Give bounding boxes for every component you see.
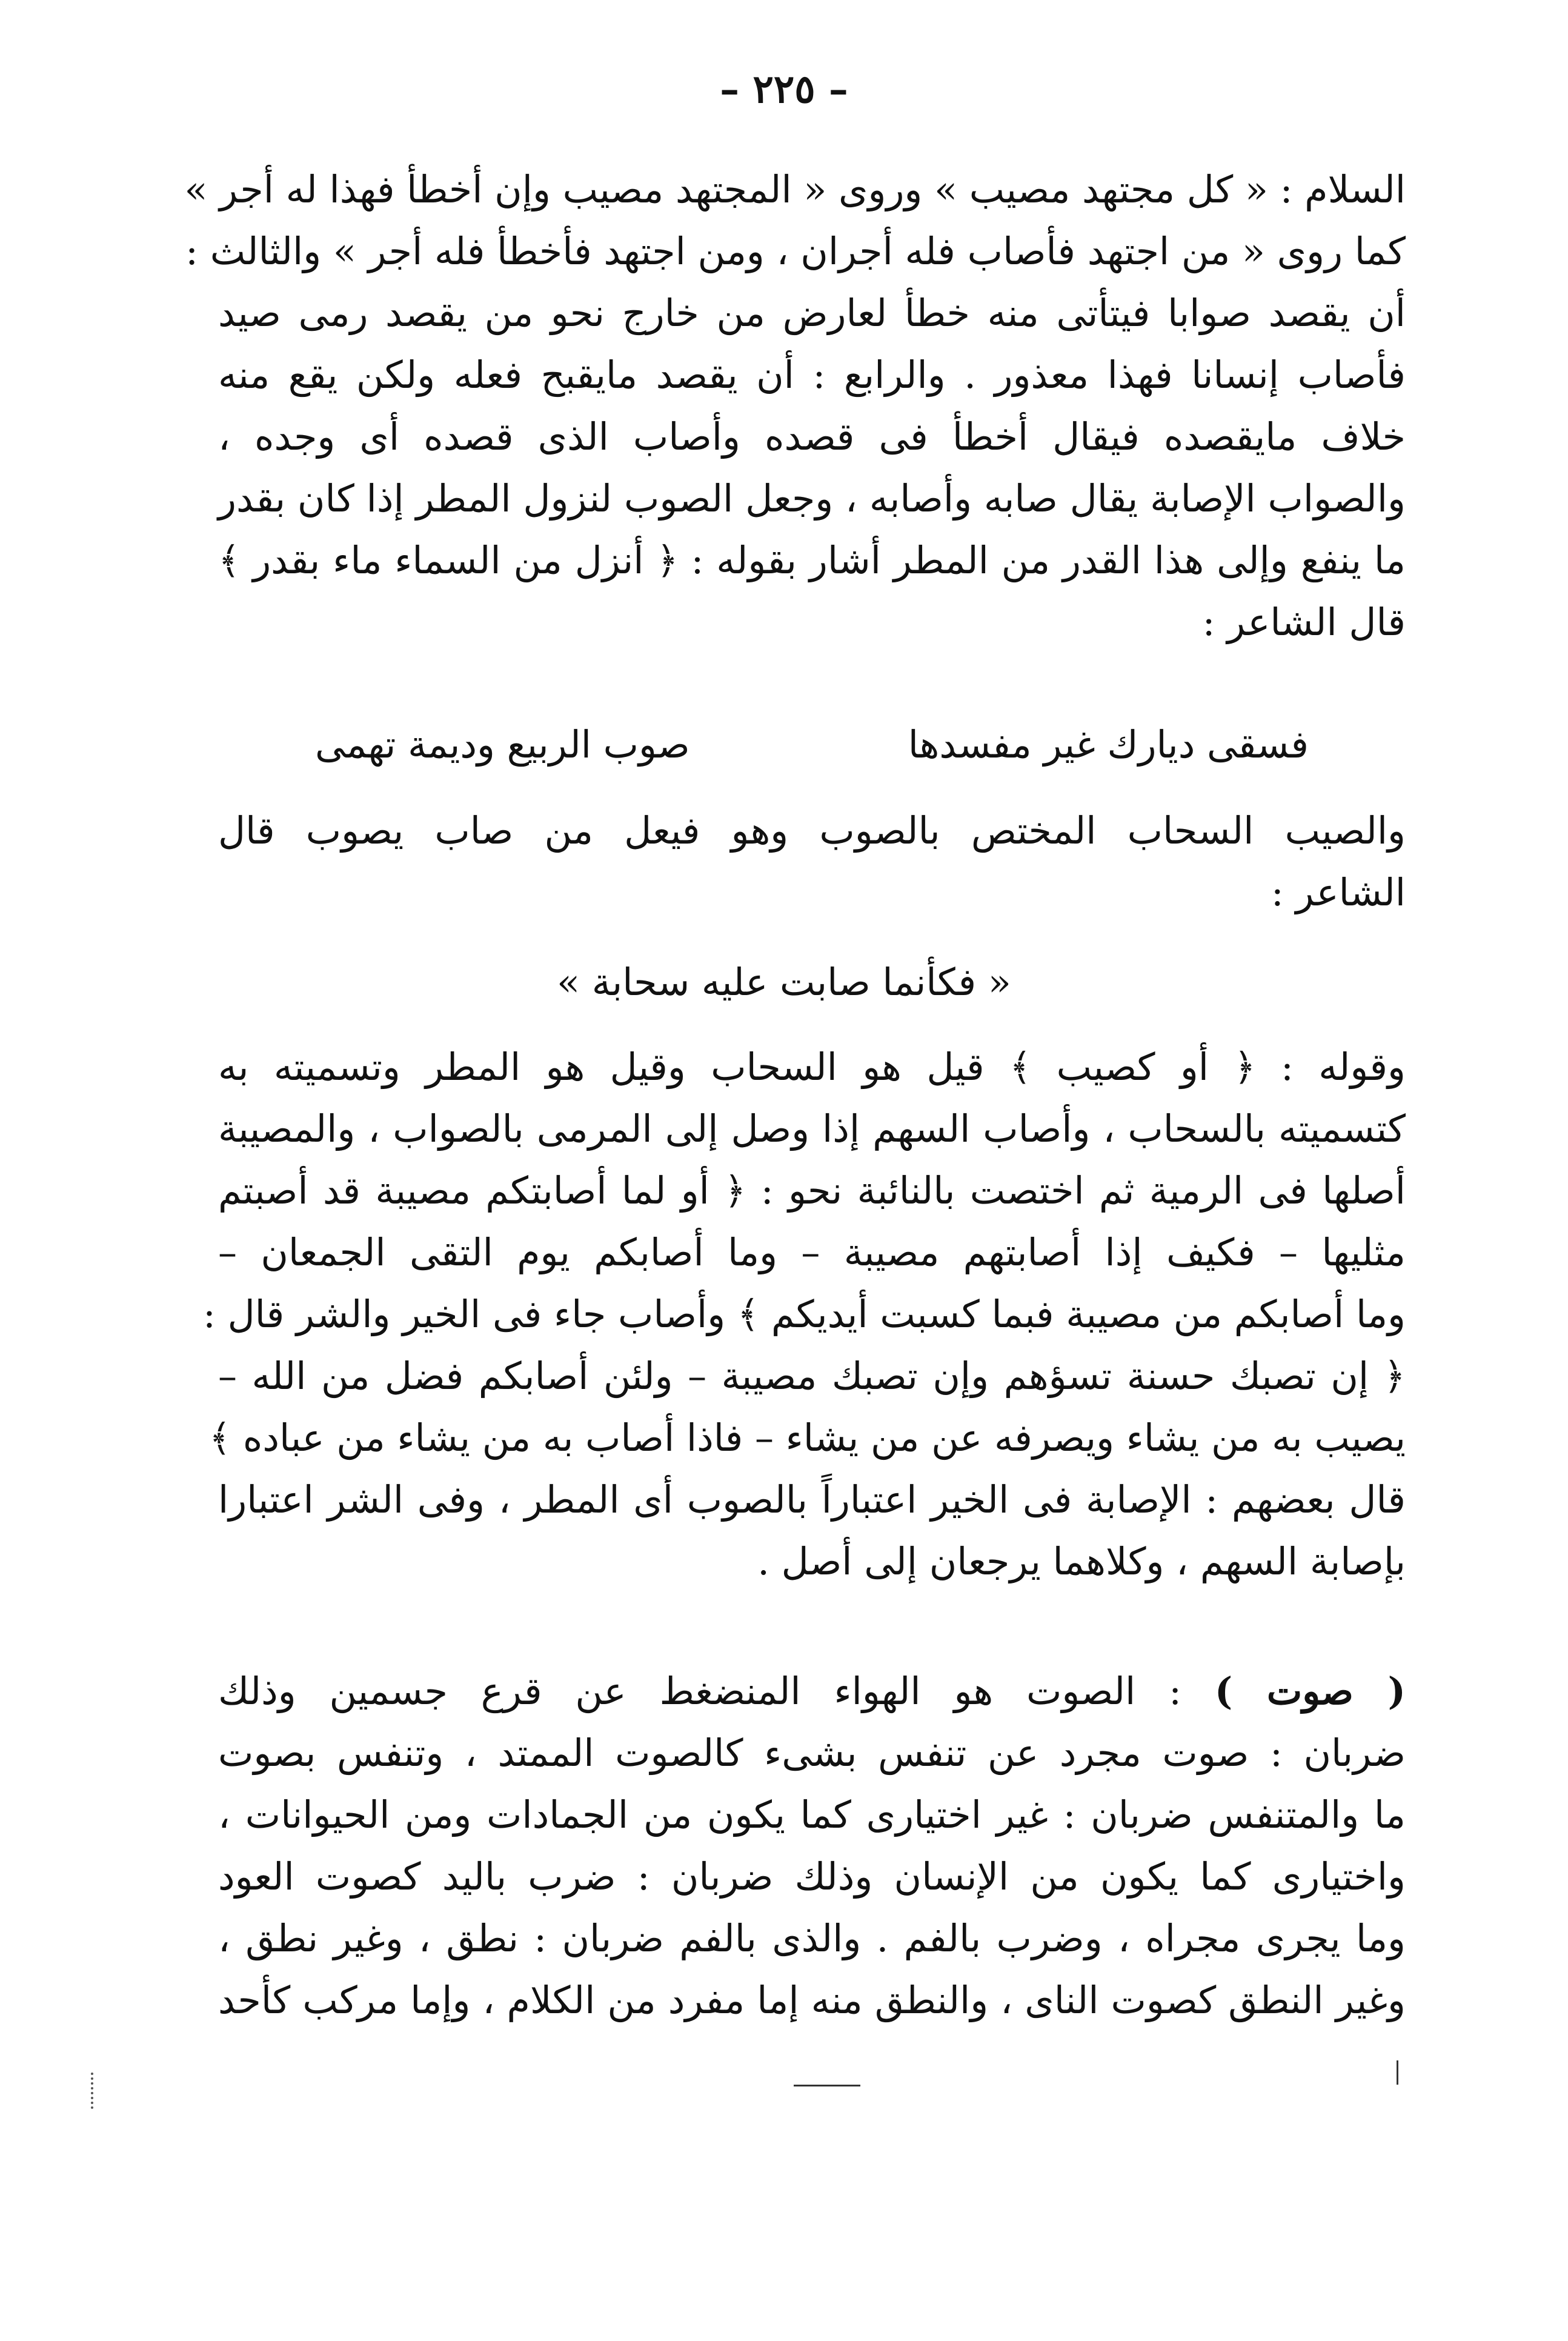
text-line: قال بعضهم : الإصابة فى الخير اعتباراً بالصوب أى المطر ، وفى الشر اعتبارا <box>218 1477 1406 1522</box>
text-line: ما والمتنفس ضربان : غير اختيارى كما يكون من الجمادات ومن الحيوانات ، <box>218 1793 1406 1837</box>
text-line: وما يجرى مجراه ، وضرب بالفم . والذى بالفم ضربان : نطق ، وغير نطق ، <box>218 1916 1406 1960</box>
page-number: – ٢٢٥ – <box>720 67 848 112</box>
text-line: الشاعر : <box>1271 870 1406 914</box>
scan-margin-mark <box>91 2073 96 2109</box>
paragraph-3 <box>203 1036 1406 1593</box>
text-line: واختيارى كما يكون من الإنسان وذلك ضربان : ضرب باليد كصوت العود <box>218 1854 1406 1899</box>
paragraph-4 <box>218 1660 1406 2031</box>
footer-rule <box>794 2085 860 2086</box>
text-line <box>218 1660 1406 1722</box>
text-line: أن يقصد صوابا فيتأتى منه خطأ لعارض من خارج نحو من يقصد رمى صيد <box>218 291 1406 335</box>
text-line: قال الشاعر : <box>1202 600 1406 644</box>
paragraph-1 <box>184 159 1406 653</box>
text-line: ما ينفع وإلى هذا القدر من المطر أشار بقوله : ﴿ أنزل من السماء ماء بقدر ﴾ <box>218 538 1406 582</box>
text-line: كما روى « من اجتهد فأصاب فله أجران ، ومن اجتهد فأخطأ فله أجر » والثالث : <box>185 229 1406 273</box>
text-line: ﴿ إن تصبك حسنة تسؤهم وإن تصبك مصيبة – ولئن أصابكم فضل من الله – <box>218 1354 1406 1398</box>
text-line: والصيب السحاب المختص بالصوب وهو فيعل من صاب يصوب قال <box>218 808 1406 853</box>
verse-first-hemistich: فسقى ديارك غير مفسدها <box>908 722 1309 767</box>
paragraph-2 <box>218 800 1406 924</box>
text-line: أصلها فى الرمية ثم اختصت بالنائبة نحو : ﴿ أو لما أصابتكم مصيبة قد أصبتم <box>218 1168 1406 1213</box>
entry-text: : الصوت هو الهواء المنضغط عن قرع جسمين وذلك <box>218 1669 1215 1713</box>
text-line: يصيب به من يشاء ويصرفه عن من يشاء – فاذا أصاب به من يشاء من عباده ﴾ <box>208 1416 1406 1460</box>
text-line: وما أصابكم من مصيبة فبما كسبت أيديكم ﴾ وأصاب جاء فى الخير والشر قال : <box>203 1292 1406 1336</box>
quoted-verse: « فكأنما صابت عليه سحابة » <box>557 960 1011 1004</box>
text-line: بإصابة السهم ، وكلاهما يرجعان إلى أصل . <box>757 1539 1406 1583</box>
text-line: مثليها – فكيف إذا أصابتهم مصيبة – وما أصابكم يوم التقى الجمعان – <box>218 1230 1406 1274</box>
text-line: وقوله : ﴿ أو كصيب ﴾ قيل هو السحاب وقيل هو المطر وتسميته به <box>218 1045 1406 1089</box>
poem-verse <box>315 714 1309 776</box>
verse-second-hemistich: صوب الربيع وديمة تهمى <box>315 722 690 767</box>
text-line: خلاف مايقصده فيقال أخطأ فى قصده وأصاب الذى قصده أى وجده ، <box>218 415 1406 459</box>
text-line: والصواب الإصابة يقال صابه وأصابه ، وجعل الصوب لنزول المطر إذا كان بقدر <box>218 476 1406 521</box>
text-line: وغير النطق كصوت الناى ، والنطق منه إما مفرد من الكلام ، وإما مركب كأحد <box>218 1978 1406 2022</box>
margin-tick <box>1397 2060 1398 2085</box>
text-line: السلام : « كل مجتهد مصيب » وروى « المجتهد مصيب وإن أخطأ فهذا له أجر » <box>184 167 1406 211</box>
text-line: فأصاب إنسانا فهذا معذور . والرابع : أن يقصد مايقبح فعله ولكن يقع منه <box>218 353 1406 397</box>
text-line: كتسميته بالسحاب ، وأصاب السهم إذا وصل إلى المرمى بالصواب ، والمصيبة <box>218 1107 1406 1151</box>
entry-term: ( صوت ) <box>1214 1669 1406 1713</box>
text-line: ضربان : صوت مجرد عن تنفس بشىء كالصوت الممتد ، وتنفس بصوت <box>218 1731 1406 1775</box>
